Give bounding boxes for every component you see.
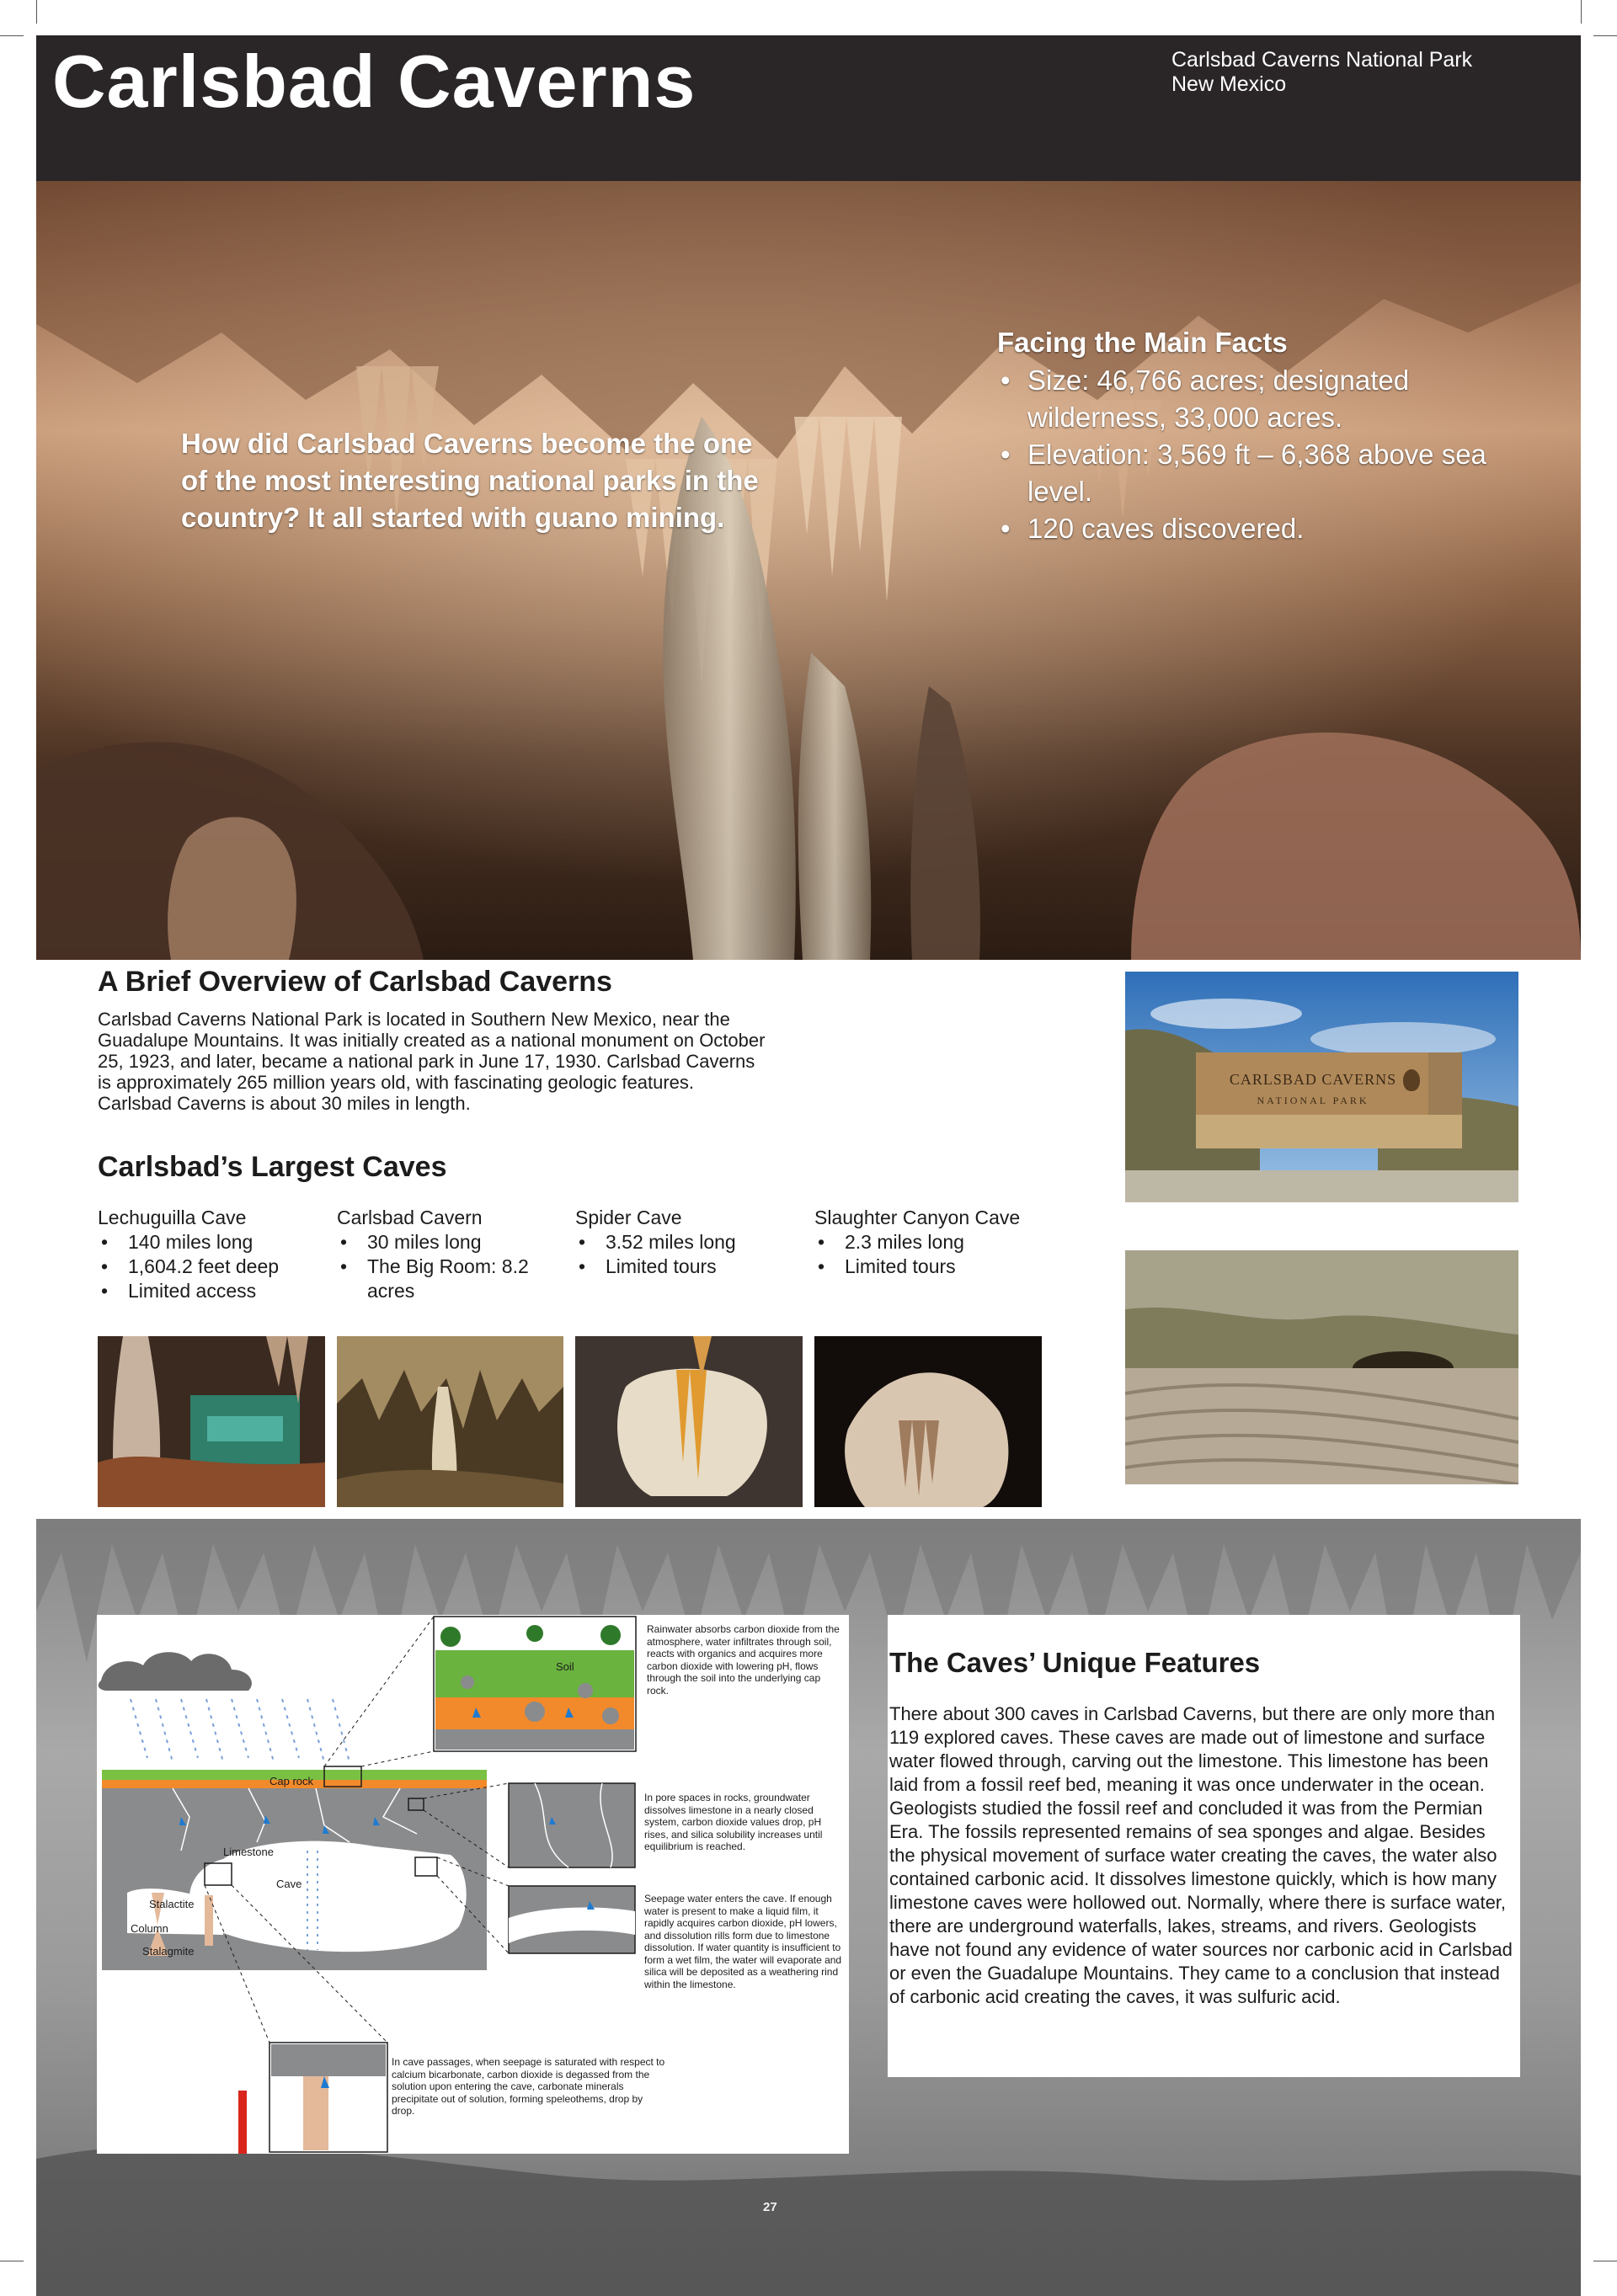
diagram-label-cap-rock: Cap rock [270, 1775, 314, 1787]
diagram-label-soil: Soil [556, 1660, 574, 1673]
amphitheater-photo [1125, 1250, 1518, 1484]
diagram-label-column: Column [131, 1922, 168, 1935]
slaughter-canyon-cave-photo [814, 1336, 1042, 1507]
overview-heading: A Brief Overview of Carlsbad Caverns [98, 966, 612, 998]
main-facts-title: Facing the Main Facts [997, 327, 1288, 358]
cave-formation-diagram [97, 1615, 849, 2154]
cave-column-carlsbad-cavern [337, 1206, 564, 1303]
entrance-sign-line2: NATIONAL PARK [1257, 1095, 1369, 1106]
hero-cave-photo [36, 181, 1581, 960]
cave-column-spider-cave [575, 1206, 803, 1279]
cave-formation-illustration [36, 181, 1581, 960]
park-entrance-sign-photo [1125, 972, 1518, 1202]
cave-fact: • 30 miles long [337, 1230, 564, 1255]
carlsbad-cavern-photo [337, 1336, 563, 1507]
cave-facts-list [98, 1230, 325, 1303]
cave-name: Spider Cave [575, 1207, 682, 1228]
overview-text: Carlsbad Caverns National Park is located in Southern New Mexico, near the Guadalupe Mountains. It was initially created as a national monument on October 25, 1923, and later, became a national park in June 17, 1930. Carlsbad Caverns is approximately 265 million years old, with fascinating geologic features. Carlsbad Caverns is about 30 miles in length. [98, 1009, 766, 1114]
cave-column-lechuguilla [98, 1206, 325, 1303]
park-state: New Mexico [1171, 72, 1287, 96]
cave-name: Slaughter Canyon Cave [814, 1207, 1021, 1228]
unique-features-text: There about 300 caves in Carlsbad Caverns, but there are only more than 119 explored caves. These caves are made out of limestone and surface water flowed through, carving out the limestone. This limestone has been laid from a fossil reef bed, meaning it was once underwater in the ocean. Geologists studied the fossil reef and concluded it was from the Permian Era. The fossils represented remains of sea sponges and algae. Besides the physical movement of surface water creating the caves, the water also contained carbonic acid. It dissolves limestone quickly, which is how many limestone caves were hollowed out. Normally, where there is surface water, there are underground waterfalls, lakes, streams, and rivers. Geologists have not found any evidence of water sources nor carbonic acid in Carlsbad or even the Guadalupe Mountains. They came to a conclusion that instead of carbonic acid creating the caves, it was sulfuric acid. [889, 1703, 1513, 2007]
crop-mark [1581, 0, 1582, 24]
diagram-note-rainwater: Rainwater absorbs carbon dioxide from the atmosphere, water infiltrates through soil, reacts with organics and acquires more carbon dioxide with lowering pH, flows through the soil into the underlying cap rock. [647, 1623, 840, 1697]
arrowhead-emblem-icon [1403, 1069, 1420, 1091]
main-facts-list [997, 362, 1536, 547]
page-number: 27 [763, 2200, 777, 2214]
unique-features-panel [888, 1615, 1520, 2077]
diagram-note-pore-spaces: In pore spaces in rocks, groundwater dissolves limestone in a nearly closed system, carbon dioxide values drop, pH rises, and silica solubility increases until equilibrium is reached. [644, 1792, 823, 1852]
cave-facts-list [814, 1230, 1067, 1279]
cave-name: Carlsbad Cavern [337, 1207, 483, 1228]
cave-fact: • Limited access [98, 1279, 325, 1303]
cave-fact: • 140 miles long [98, 1230, 325, 1255]
cave-column-slaughter-canyon [814, 1206, 1067, 1279]
cave-fact: • The Big Room: 8.2 acres [337, 1255, 536, 1303]
cave-fact: • 1,604.2 feet deep [98, 1255, 325, 1279]
entrance-sign-line1: CARLSBAD CAVERNS [1229, 1071, 1397, 1088]
cave-fact: • Limited tours [814, 1255, 1067, 1279]
park-name: Carlsbad Caverns National Park [1171, 48, 1473, 72]
fact-item-caves: • 120 caves discovered. [997, 510, 1536, 547]
crop-mark [36, 0, 37, 24]
diagram-note-cave-passages: In cave passages, when seepage is saturated with respect to calcium bicarbonate, carbon dioxide is degassed from the solution upon entering the cave, carbonate minerals precipitate out of solution, forming speleothems, drop by drop. [392, 2056, 665, 2117]
cave-fact: • Limited tours [575, 1255, 803, 1279]
cave-facts-list [575, 1230, 803, 1279]
cave-fact: • 3.52 miles long [575, 1230, 803, 1255]
crop-mark [1593, 35, 1617, 36]
fact-item-size: • Size: 46,766 acres; designated wilderness, 33,000 acres. [997, 362, 1536, 436]
spider-cave-photo [575, 1336, 803, 1507]
diagram-label-cave: Cave [276, 1878, 302, 1890]
cave-fact: • 2.3 miles long [814, 1230, 1067, 1255]
hero-question: How did Carlsbad Caverns become the one of the most interesting national parks in the country? It all started with guano mining. [181, 428, 759, 533]
diagram-note-seepage: Seepage water enters the cave. If enough water is present to make a liquid film, it rapidly acquires carbon dioxide, pH lowers, and dissolution rills form due to limestone dissolution. If water quantity is insufficient to form a wet film, the water will evaporate and silica will be deposited as a weathering rind within the limestone. [644, 1893, 842, 1990]
cave-name: Lechuguilla Cave [98, 1207, 247, 1228]
cave-facts-list [337, 1230, 564, 1303]
diagram-label-stalactite: Stalactite [149, 1898, 195, 1910]
lechuguilla-cave-photo [98, 1336, 325, 1507]
diagram-label-limestone: Limestone [223, 1846, 274, 1858]
page-title: Carlsbad Caverns [52, 40, 696, 123]
main-facts-box [997, 327, 1536, 547]
crop-mark [0, 35, 24, 36]
unique-features-heading: The Caves’ Unique Features [889, 1647, 1261, 1678]
diagram-label-stalagmite: Stalagmite [142, 1945, 195, 1958]
largest-caves-heading: Carlsbad’s Largest Caves [98, 1151, 447, 1183]
fact-item-elevation: • Elevation: 3,569 ft – 6,368 above sea level. [997, 436, 1536, 510]
